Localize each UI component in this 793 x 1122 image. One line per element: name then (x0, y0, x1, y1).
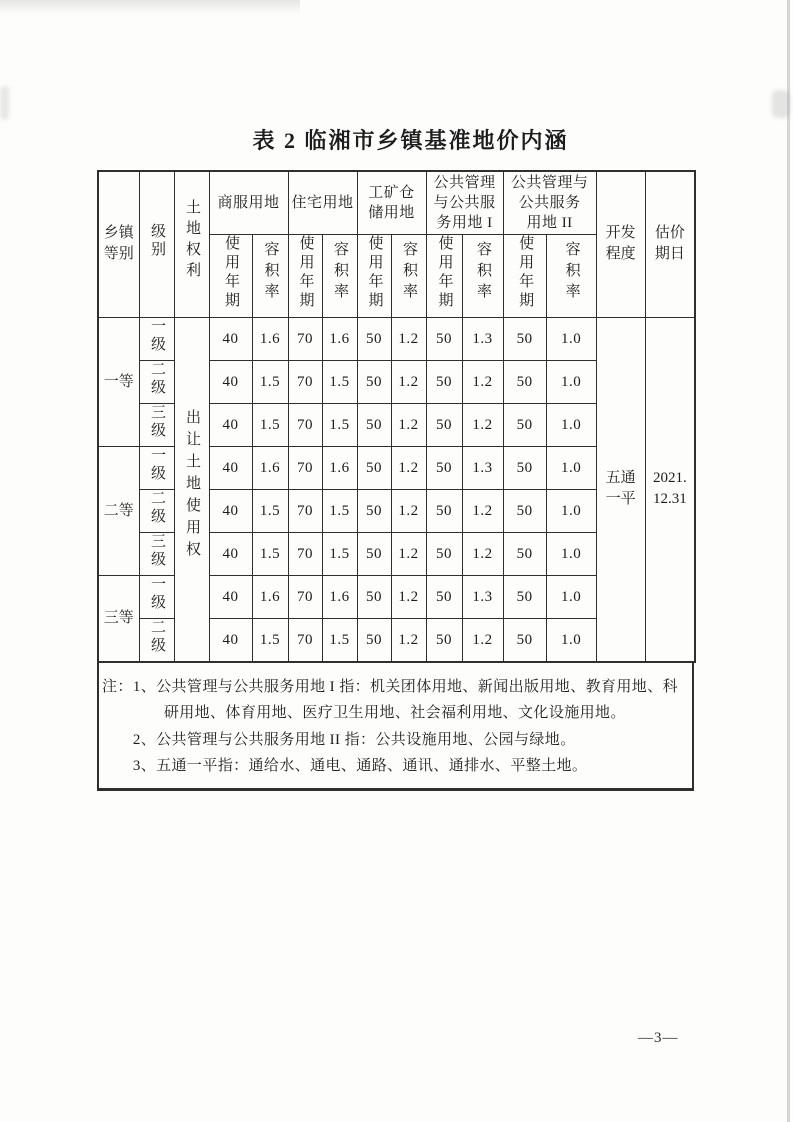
valuation-date-cell: 2021. 12.31 (645, 317, 695, 662)
data-cell: 70 (288, 403, 322, 446)
land-price-table-frame (97, 170, 694, 791)
data-cell: 50 (426, 446, 462, 489)
data-cell: 50 (357, 575, 391, 618)
data-cell: 1.2 (391, 446, 426, 489)
note-item-3: 3、五通一平指：通给水、通电、通路、通讯、通排水、平整土地。 (132, 758, 588, 774)
data-cell: 50 (357, 317, 391, 360)
data-cell: 1.2 (391, 360, 426, 403)
header-use-term: 使用年期 (288, 234, 322, 317)
data-cell: 1.0 (546, 532, 596, 575)
data-cell: 70 (288, 360, 322, 403)
table-title: 表 2 临湘市乡镇基准地价内涵 (252, 128, 569, 153)
header-use-term: 使用年期 (503, 234, 546, 317)
development-degree-cell: 五通 一平 (596, 317, 645, 662)
header-plot-ratio: 容积率 (252, 234, 288, 317)
data-cell: 1.6 (252, 317, 288, 360)
level-cell: 二级 (139, 360, 174, 403)
data-cell: 40 (209, 489, 252, 532)
data-cell: 1.2 (391, 489, 426, 532)
header-valuation-date: 估价 期日 (645, 171, 695, 317)
data-cell: 50 (357, 618, 391, 662)
data-cell: 50 (503, 317, 546, 360)
data-cell: 50 (503, 575, 546, 618)
data-cell: 1.5 (322, 360, 357, 403)
level-cell: 三级 (139, 403, 174, 446)
data-cell: 1.6 (252, 575, 288, 618)
data-cell: 50 (503, 403, 546, 446)
data-cell: 1.6 (322, 317, 357, 360)
data-cell: 70 (288, 532, 322, 575)
data-cell: 1.5 (322, 489, 357, 532)
data-cell: 50 (503, 532, 546, 575)
grade-cell: 二等 (98, 446, 139, 575)
data-cell: 70 (288, 317, 322, 360)
data-cell: 1.2 (391, 317, 426, 360)
header-group-residential: 住宅用地 (288, 171, 357, 234)
table-notes (97, 663, 694, 791)
header-use-term: 使用年期 (426, 234, 462, 317)
data-cell: 40 (209, 532, 252, 575)
data-cell: 50 (357, 360, 391, 403)
data-cell: 50 (426, 618, 462, 662)
data-cell: 50 (426, 403, 462, 446)
data-cell: 50 (357, 446, 391, 489)
scan-smudge-left (0, 86, 9, 120)
data-cell: 1.0 (546, 403, 596, 446)
data-cell: 50 (503, 446, 546, 489)
header-use-term: 使用年期 (209, 234, 252, 317)
data-cell: 1.6 (252, 446, 288, 489)
data-cell: 1.0 (546, 618, 596, 662)
level-cell: 一级 (139, 317, 174, 360)
data-cell: 1.6 (322, 446, 357, 489)
data-cell: 1.2 (391, 575, 426, 618)
header-group-industrial-storage: 工矿仓 储用地 (357, 171, 426, 234)
data-cell: 1.2 (462, 489, 503, 532)
data-cell: 1.5 (252, 489, 288, 532)
data-cell: 50 (357, 489, 391, 532)
data-cell: 1.0 (546, 489, 596, 532)
data-cell: 50 (426, 575, 462, 618)
data-cell: 50 (426, 360, 462, 403)
grade-cell: 一等 (98, 317, 139, 446)
level-cell: 一级 (139, 575, 174, 618)
data-cell: 40 (209, 403, 252, 446)
data-cell: 40 (209, 317, 252, 360)
data-cell: 1.0 (546, 360, 596, 403)
data-cell: 1.5 (322, 618, 357, 662)
data-cell: 1.2 (462, 360, 503, 403)
data-cell: 50 (503, 618, 546, 662)
level-cell: 一级 (139, 446, 174, 489)
note-item-2: 2、公共管理与公共服务用地 II 指：公共设施用地、公园与绿地。 (132, 731, 576, 748)
data-cell: 1.2 (391, 618, 426, 662)
data-cell: 1.3 (462, 575, 503, 618)
data-cell: 70 (288, 446, 322, 489)
data-cell: 40 (209, 446, 252, 489)
data-cell: 50 (426, 532, 462, 575)
header-land-right: 土地权利 (174, 171, 209, 317)
data-cell: 1.2 (462, 618, 503, 662)
data-cell: 1.5 (252, 360, 288, 403)
scan-smudge-right (772, 90, 790, 118)
level-cell: 二级 (139, 618, 174, 662)
data-cell: 1.0 (546, 446, 596, 489)
level-cell: 三级 (139, 532, 174, 575)
data-cell: 70 (288, 489, 322, 532)
data-cell: 1.2 (391, 532, 426, 575)
data-cell: 50 (503, 360, 546, 403)
header-group-commercial: 商服用地 (209, 171, 288, 234)
data-cell: 70 (288, 575, 322, 618)
note-item-1: 1、公共管理与公共服务用地 I 指：机关团体用地、新闻出版用地、教育用地、科研用地、体育用地、医疗卫生用地、社会福利用地、文化设施用地。 (132, 678, 679, 721)
data-cell: 50 (357, 532, 391, 575)
level-cell: 二级 (139, 489, 174, 532)
data-cell: 50 (503, 489, 546, 532)
header-plot-ratio: 容积率 (462, 234, 503, 317)
data-cell: 1.2 (462, 532, 503, 575)
header-township-grade: 乡镇 等别 (98, 171, 139, 317)
header-plot-ratio: 容积率 (391, 234, 426, 317)
notes-label: 注： (102, 678, 133, 695)
scan-edge-line (787, 0, 790, 1122)
data-cell: 1.5 (252, 618, 288, 662)
grade-cell: 三等 (98, 575, 139, 662)
header-group-public-service-1: 公共管理 与公共服 务用地 I (426, 171, 503, 234)
header-use-term: 使用年期 (357, 234, 391, 317)
notes-list (133, 674, 688, 780)
land-right-cell: 出让土地使用权 (174, 317, 209, 662)
data-cell: 50 (357, 403, 391, 446)
data-cell: 50 (426, 317, 462, 360)
land-price-table (97, 170, 696, 663)
data-cell: 40 (209, 618, 252, 662)
data-cell: 50 (426, 489, 462, 532)
scan-smudge-top (0, 0, 300, 14)
header-group-public-service-2: 公共管理与 公共服务 用地 II (503, 171, 596, 234)
header-level: 级别 (139, 171, 174, 317)
data-cell: 70 (288, 618, 322, 662)
data-cell: 1.6 (322, 575, 357, 618)
table-row (98, 317, 695, 360)
data-cell: 1.2 (391, 403, 426, 446)
data-cell: 1.3 (462, 317, 503, 360)
data-cell: 1.5 (322, 532, 357, 575)
data-cell: 1.5 (252, 403, 288, 446)
data-cell: 1.3 (462, 446, 503, 489)
page-number: —3— (638, 1030, 679, 1046)
header-development-degree: 开发 程度 (596, 171, 645, 317)
header-plot-ratio: 容积率 (546, 234, 596, 317)
data-cell: 40 (209, 360, 252, 403)
data-cell: 40 (209, 575, 252, 618)
header-plot-ratio: 容积率 (322, 234, 357, 317)
data-cell: 1.0 (546, 575, 596, 618)
data-cell: 1.5 (322, 403, 357, 446)
data-cell: 1.0 (546, 317, 596, 360)
data-cell: 1.5 (252, 532, 288, 575)
data-cell: 1.2 (462, 403, 503, 446)
